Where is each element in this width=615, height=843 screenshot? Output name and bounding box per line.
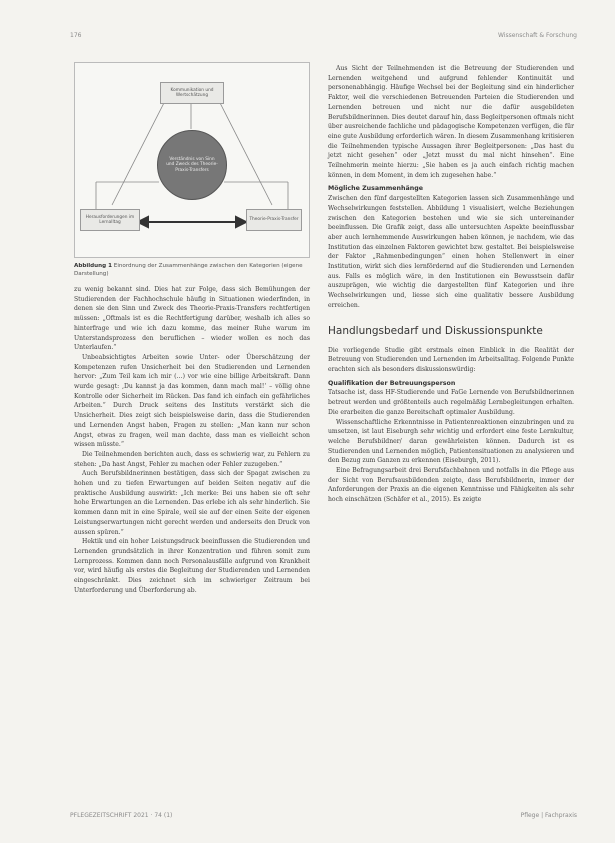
- box-challenges: Herausforderungen im Lernalltag: [80, 209, 140, 231]
- paragraph: zu wenig bekannt sind. Dies hat zur Folge, dass sich Bemühungen der Studierenden der Fachhochschule häufig in Situationen wiederfinden, in denen sie den Sinn und Zweck des Theorie-Praxis-Transfers rechtfertigen müssen: „Oftmals ist es die Rechtfertigung darüber, weshalb ich alles so hinterfrage und wie ich dazu komme, das meiner Ruhe warum im Unterstandsprozess den beruflichen – wieder wollen es noch das Unterlaufen.“: [74, 286, 310, 352]
- section-heading: Handlungsbedarf und Diskussionspunkte: [328, 324, 543, 337]
- paragraph: Aus Sicht der Teilnehmenden ist die Betreuung der Studierenden und Lernenden weitgehend und aufgrund fehlender Kontinuität und personenabhängig. Häufige Wechsel bei der Begleitung sind ein hinderlicher Faktor, weil die verschiedenen Betreuenden Parteien die Studierenden und Lernenden betreuen und nicht nur die dafür ausgebildeten Berufsbildnerinnen. Dies deutet darauf hin, dass Begleitpersonen oftmals nicht über ausreichende fachliche und pädagogische Kompetenzen verfügen, die für eine gute Ausbildung erforderlich wären. In diesem Zusammenhang kritisieren die Teilnehmenden typische Aussagen ihrer Begleitpersonen: „Das hast du jetzt nicht gesehen“ oder „Jetzt musst du mal nicht hinsehen“. Eine Teilnehmerin meinte hierzu: „Sie haben es ja auch einfach richtig machen können, in dem Moment, in dem ich zugesehen habe.“: [328, 65, 574, 179]
- page-number: 176: [70, 32, 82, 39]
- subheading-connections: Mögliche Zusammenhänge: [328, 185, 424, 193]
- box-communication: Kommunikation und Wertschätzung: [160, 82, 224, 104]
- arrow-head-right: [236, 217, 246, 227]
- subheading-qualification: Qualifikation der Betreuungsperson: [328, 379, 456, 387]
- footer-journal: PFLEGEZEITSCHRIFT 2021 · 74 (1): [70, 812, 173, 819]
- figure-caption: [74, 262, 310, 278]
- paragraph: Die Teilnehmenden berichten auch, dass es schwierig war, zu Fehlern zu stehen: „Da hast Angst, Fehler zu machen oder Fehler zuzugeben.“: [74, 450, 310, 468]
- paragraph: Auch Berufsbildnerinnen bestätigen, dass sich der Spagat zwischen zu hohen und zu tiefen Erwartungen auf beiden Seiten negativ auf die praktische Ausbildung auswirkt: „Ich merke: Bei uns haben sie oft sehr hohe Erwartungen an die Lernenden. Das erlebe ich als sehr hinderlich. Sie kommen dann mit in eine Spirale, weil sie auf der einen Seite der eigenen Leistungserwartungen nicht gerecht werden und anderseits den Druck von aussen spüren.“: [74, 470, 310, 536]
- connector-top-right: [216, 95, 272, 205]
- paragraph: Tatsache ist, dass HF-Studierende und FaGe Lernende von Berufsbildnerinnen betreut werden und größtenteils auch regelmäßig Lernbegleitungen erhalten. Die erarbeiten die ganze Bereitschaft optimaler Ausbildung.: [328, 389, 574, 416]
- paragraph: Eine Befragungsarbeit drei Berufsfachbahnen und notfalls in die Pflege aus der Sicht von Berufsausbildenden zeigte, dass Berufsbildnerin, immer der Anforderungen der Praxis an die eigenen Kenntnisse und Fähigkeiten als sehr hoch einschätzen (Schäfer et al., 2015). Es zeigte: [328, 467, 574, 504]
- box-theory-practice: Theorie-Praxis-Transfer: [246, 209, 302, 231]
- caption-label: Abbildung 1: [74, 263, 112, 269]
- paragraph: Die vorliegende Studie gibt erstmals einen Einblick in die Realität der Betreuung von Studierenden und Lernenden im Arbeitsalltag. Folgende Punkte erachten sich als besonders diskussionswürdig:: [328, 346, 575, 373]
- footer-section: Pflege | Fachpraxis: [520, 812, 577, 819]
- paragraph: Unbeabsichtigtes Arbeiten sowie Unter- oder Überschätzung der Kompetenzen rufen Unsicherheit bei den Studierenden und Lernenden hervor: „Zum Teil kam ich mir (…) vor wie eine billige Arbeitskraft. Dann wurde gesagt: ‚Du kannst ja das kommen, dann mach mal!‘ – völlig ohne Kontrolle oder Sicherheit im Rücken. Das fand ich einfach ein gefährliches Arbeiten.“ Durch Druck seitens des Instituts verstärkt sich die Unsicherheit. Dies zeigt sich beispielsweise darin, dass die Studierenden und Lernenden Angst haben, Fragen zu stellen: „Man kann nur schon Angst, etwas zu fragen, weil man dachte, dass man es vielleicht schon wissen müsste.“: [74, 353, 310, 449]
- paragraph: Wissenschaftliche Erkenntnisse in Patientenreaktionen einzubringen und zu umsetzen, ist laut Eiseburgh sehr wichtig und erfordert eine feste Lernkultur, welche Berufsbildner/ daran gewährleisten können. Dadurch ist es Studierenden und Lernenden möglich, Patientensituationen zu analysieren und den Bezug zum Ganzen zu erkennen (Eiseburgh, 2011).: [328, 418, 574, 465]
- paragraph: Zwischen den fünf dargestellten Kategorien lassen sich Zusammenhänge und Wechselwirkungen feststellen. Abbildung 1 visualisiert, welche Beziehungen zwischen den Kategorien bestehen und wie sie sich untereinander beeinflussen. Die Grafik zeigt, dass alle untersuchten Aspekte beeinflussbar aber auch lernhemmende Auswirkungen haben können, je nachdem, wie das Institution das einzelnen Faktoren gewichtet bzw. gestaltet. Bei beispielsweise der Faktor „Rahmenbedingungen“ einen hohen Stellenwert in einer Institution, wirkt sich dies lernfördernd auf die Studierenden und Lernenden aus. Falls es möglich wäre, in den Institutionen ein Bewusstsein dafür auszuprägen, wie wichtig die dargestellten fünf Kategorien und ihre Wechselwirkungen und, liesse sich eine qualitativ bessere Ausbildung erreichen.: [328, 195, 574, 309]
- running-header: Wissenschaft & Forschung: [498, 32, 577, 39]
- center-circle: Verständnis von Sinn und Zweck des Theorie-Praxis-Transfers: [157, 130, 227, 200]
- paragraph: Hektik und ein hoher Leistungsdruck beeinflussen die Studierenden und Lernenden grundsätzlich in ihrer Konzentration und führen somit zum Lernprozess. Kommen dann noch Personalausfälle aufgrund von Krankheit vor, wird häufig als erstes die Begleitung der Studierenden und Lernenden eingeschränkt. Dies zeichnet sich im schwieriger Zeitraum bei Unterforderung und Überforderung ab.: [74, 538, 310, 594]
- figure-1: [74, 62, 310, 277]
- right-column: [328, 64, 574, 505]
- left-column: [74, 285, 310, 596]
- caption-text: Einordnung der Zusammenhänge zwischen den Kategorien (eigene Darstellung): [74, 263, 303, 277]
